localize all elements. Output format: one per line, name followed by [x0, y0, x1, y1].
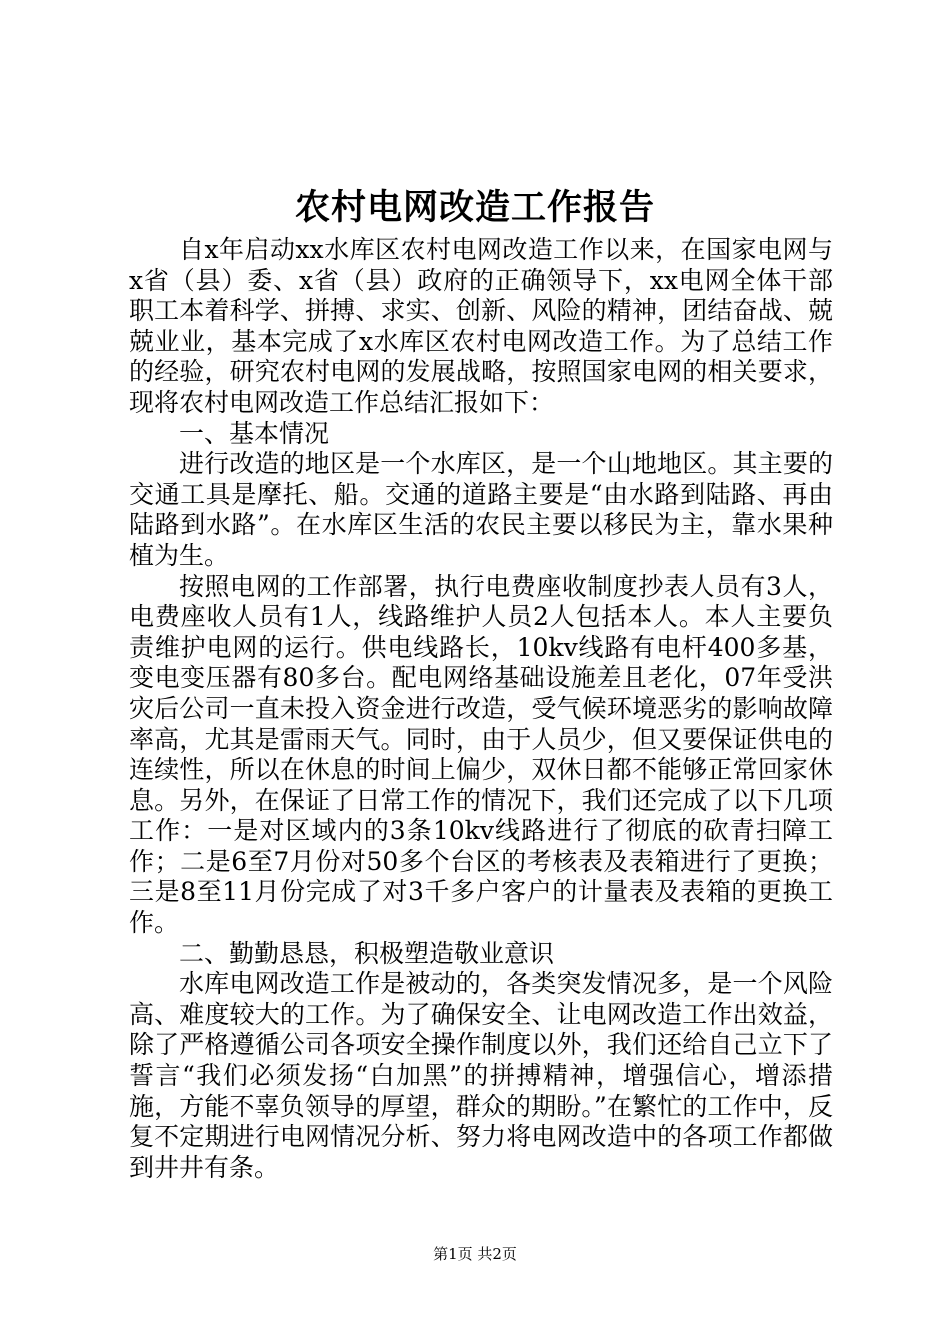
section-heading-basic-situation: 一、基本情况 — [179, 418, 330, 448]
document-title: 农村电网改造工作报告 — [294, 187, 655, 228]
intro-paragraph: 自x年启动xx水库区农村电网改造工作以来，在国家电网与x省（县）委、x省（县）政府的正确领导下，xx电网全体干部职工本着科学、拼搏、求实、创新、风险的精神，团结奋战、兢兢业业，基本完成了x水库区农村电网改造工作。为了总结工作的经验，研究农村电网的发展战略，按照国家电网的相关要求，现将农村电网改造工作总结汇报如下： — [129, 235, 833, 417]
document-body — [129, 235, 833, 1183]
work-deployment-paragraph: 按照电网的工作部署，执行电费座收制度抄表人员有3人，电费座收人员有1人，线路维护人员2人包括本人。本人主要负责维护电网的运行。供电线路长，10kv线路有电杆400多基，变电变压器有80多台。配电网络基础设施差且老化，07年受洪灾后公司一直未投入资金进行改造，受气候环境恶劣的影响故障率高，尤其是雷雨天气。同时，由于人员少，但又要保证供电的连续性，所以在休息的时间上偏少，双休日都不能够正常回家休息。另外，在保证了日常工作的情况下，我们还完成了以下几项工作：一是对区域内的3条10kv线路进行了彻底的砍青扫障工作；二是6至7月份对50多个台区的考核表及表箱进行了更换；三是8至11月份完成了对3千多户客户的计量表及表箱的更换工作。 — [129, 571, 833, 938]
page-footer: 第1页 共2页 — [433, 1245, 517, 1263]
dedication-paragraph: 水库电网改造工作是被动的，各类突发情况多，是一个风险高、难度较大的工作。为了确保安全、让电网改造工作出效益，除了严格遵循公司各项安全操作制度以外，我们还给自己立下了誓言“我们必须发扬“白加黑”的拼搏精神，增强信心，增添措施，方能不辜负领导的厚望，群众的期盼。”在繁忙的工作中，反复不定期进行电网情况分析、努力将电网改造中的各项工作都做到井井有条。 — [129, 969, 833, 1182]
basic-situation-paragraph: 进行改造的地区是一个水库区，是一个山地地区。其主要的交通工具是摩托、船。交通的道路主要是“由水路到陆路、再由陆路到水路”。在水库区生活的农民主要以移民为主，靠水果种植为生。 — [129, 449, 833, 570]
section-heading-dedication: 二、勤勤恳恳，积极塑造敬业意识 — [179, 938, 555, 968]
